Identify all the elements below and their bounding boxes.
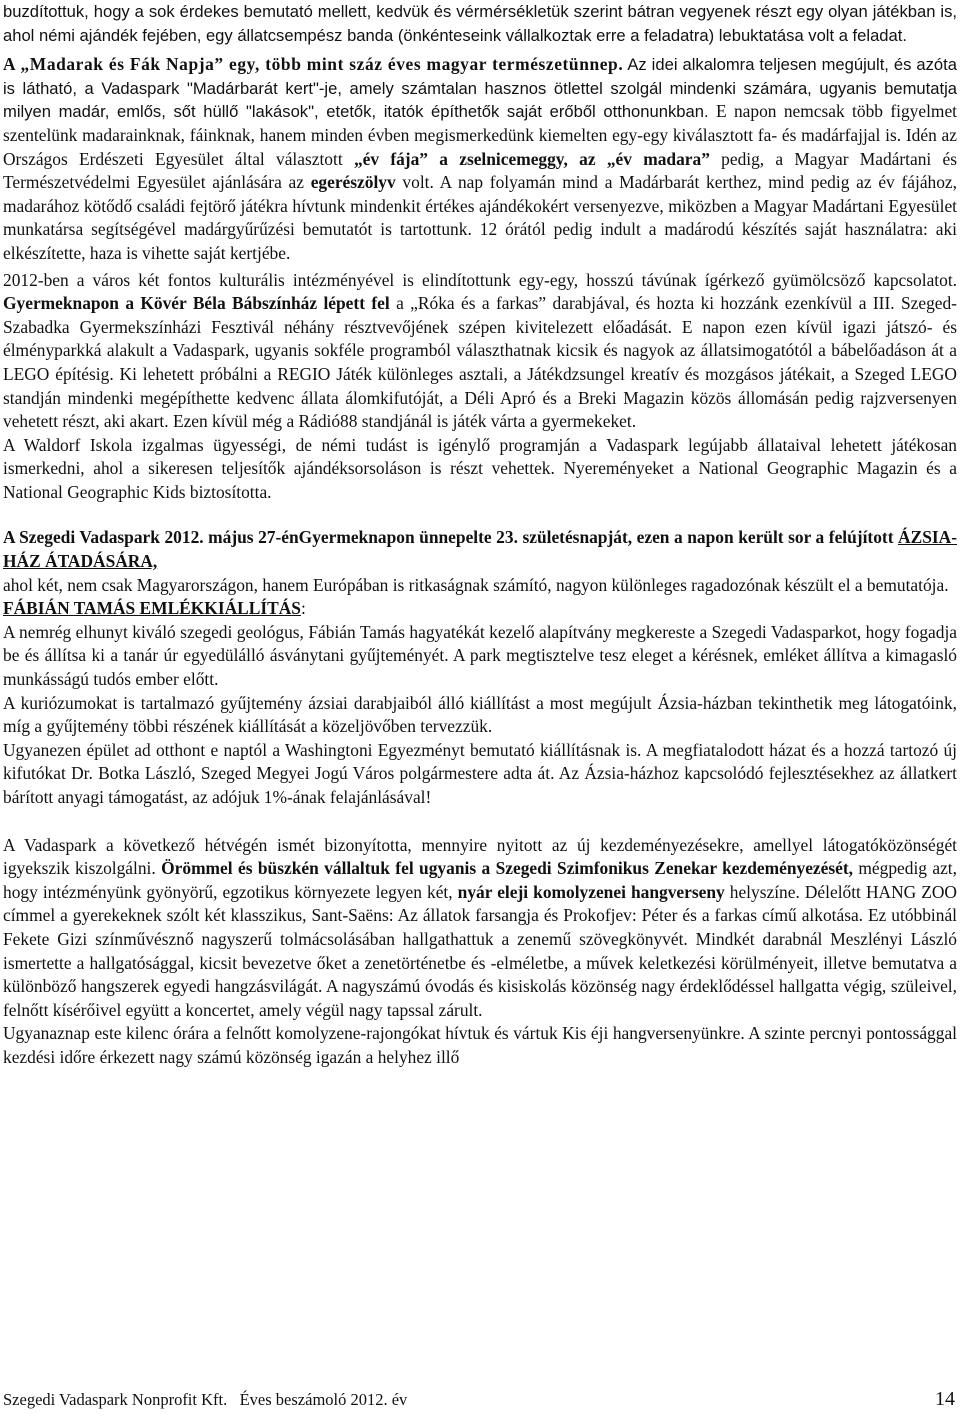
paragraph-fabian-heading (3, 597, 957, 621)
highlight-babszinhaz: Gyermeknapon a Kövér Béla Bábszínház lépett fel (3, 293, 390, 314)
paragraph-text: pedig, a Magyar Madártani és Természetvédelmi Egyesület ajánlására az (3, 148, 957, 193)
section-title-madarak: A „Madarak és Fák Napja” egy, több mint száz éves magyar természetünnep. (3, 54, 624, 75)
highlight-ev-faja: „év fája” a zselnicemeggy, az „év madara” (353, 148, 710, 169)
highlight-szuletesnap: A Szegedi Vadaspark 2012. május 27-énGyermeknapon ünnepelte 23. születésnapját, ezen a napon került sor a felújított (3, 527, 899, 548)
paragraph-text: ahol két, nem csak Magyarországon, hanem Európában is ritkaságnak számító, nagyon különleges ragadozónak készült el a bemutatója. (3, 574, 949, 595)
paragraph-text: A nemrég elhunyt kiváló szegedi geológus, Fábián Tamás hagyatékát kezelő alapítvány megkereste a Szegedi Vadasparkot, hogy fogadja be és állítsa ki a tanár úr egyedülálló ásványtani gyűjteményét. A park megtisztelve tesz eleget a kérésnek, emléket állítva a kimagasló munkásságú tudós ember előtt. (3, 621, 957, 690)
footer-text: Szegedi Vadaspark Nonprofit Kft. Éves beszámoló 2012. év (3, 1390, 408, 1410)
paragraph-fabian-2 (3, 692, 957, 739)
spacer (3, 810, 957, 834)
paragraph-text: a „Róka és a farkas” darabjával, és hozta ki hozzánk ezenkívül a III. Szeged-Szabadka Gyermekszínházi Fesztivál néhány résztvevőjének szépen kivitelezett előadását. E napon ezen kívül igazi játszó- és élményparkká alakult a Vadaspark, ugyanis sokféle programból választhatnak kicsik és nagyok az állatsimogatótól a bábelőadáson át a LEGO építésig. Ki lehetett próbálni a REGIO Játék különleges asztali, a Játékdzsungel kreatív és mozgásos játékait, a Szeged LEGO standján mindenki megépíthette kedvenc állata álomkifutóját, a Déli Apró és a Breki Magazin közös állomásán pedig rajzversenyen vehetett részt, aki akart. Ezen kívül még a Rádió88 standjánál is játék várta a gyermekeket. (3, 293, 957, 432)
highlight-szimfonikus: Örömmel és büszkén vállaltuk fel ugyanis a Szegedi Szimfonikus Zenekar kezdeményezését, (161, 858, 853, 879)
paragraph-text: A Vadaspark a következő hétvégén ismét bizonyította, mennyire nyitott az új kezdeményezésekre, amellyel látogatóközönségét igyekszik kiszolgálni. (3, 834, 957, 879)
heading-colon: : (300, 598, 306, 619)
paragraph-text: 2012-ben a város két fontos kulturális intézményével is elindítottunk egy-egy, hosszú távúnak ígérkező gyümölcsöző kapcsolatot. (3, 269, 957, 290)
paragraph-intro (3, 0, 957, 47)
paragraph-text: Ugyanaznap este kilenc órára a felnőtt komolyzene-rajongókat hívtuk és vártuk Kis éji hangversenyünkre. A szinte percnyi pontossággal kezdési időre érkezett nagy számú közönség igazán a helyhez illő (3, 1023, 957, 1067)
page-number: 14 (935, 1388, 955, 1411)
paragraph-kulturalis (3, 269, 957, 434)
paragraph-text: mégpedig azt, hogy intézményünk gyönyörű, egzotikus környezete legyen két, (3, 858, 957, 902)
paragraph-text: buzdítottuk, hogy a sok érdekes bemutató mellett, kedvük és vérmérsékletük szerint bátran vegyenek részt egy olyan játékban is, ahol némi ajándék fejében, egy állatcsempész banda (önkénteseink vállalkoztak erre a feladatra) lebuktatása volt a feladat. (3, 2, 957, 45)
paragraph-esti-koncert (3, 1022, 957, 1069)
paragraph-text: A Waldorf Iskola izgalmas ügyességi, de némi tudást is igénylő programján a Vadaspark legújabb állataival lehetett játékosan ismerkedni, ahol a sikeresen teljesítők ajándéksorsoláson is részt vehettek. Nyereményeket a National Geographic Magazin és a National Geographic Kids biztosította. (3, 434, 957, 502)
paragraph-text: helyszíne. Délelőtt HANG ZOO címmel a gyerekeknek szólt két klasszikus, Sant-Saëns: Az állatok farsangja és Prokofjev: Péter és a farkas című alkotása. Ez utóbbinál Fekete Gizi színművésznő nagyszerű tolmácsolásában hallgathattuk a zenemű szövegkönyvét. Mindkét darabnál Meszlényi László ismertette a hallgatósággal, kicsit bevezetve őket a zenetörténetbe és -elméletbe, a művek keletkezési körülményeit, illetve bemutatva a különböző hangszerek egyedi hangzásvilágát. A nagyszámú óvodás és kisiskolás közönség nagy érdeklődéssel hallgatta végig, szüleivel, felnőtt kísérőivel együtt a koncertet, amely végül nagy tapssal zárult. (3, 881, 957, 1020)
paragraph-text: Az idei alkalomra teljesen megújult, és azóta is látható, a Vadaspark "Madárbarát kert"-je, amely számtalan hasznos ötlettel szolgál mindenki számára, ugyanis bemutatja milyen madár, emlős, sőt hüllő "lakások", etetők, itatók építhetők saját erőből otthonunkban. (3, 55, 957, 122)
spacer (3, 504, 957, 526)
paragraph-fabian-3 (3, 739, 957, 810)
highlight-azsia-haz: ÁZSIA-HÁZ ÁTADÁSÁRA, (3, 527, 957, 572)
paragraph-text: A kuriózumokat is tartalmazó gyűjtemény ázsiai darabjaiból álló kiállítást a most megújult Ázsia-házban tekinthetik meg látogatóink, míg a gyűjtemény többi részének kiállítását a közeljövőben tervezzük. (3, 692, 957, 737)
highlight-komolyzenei: nyár eleji komolyzenei hangverseny (457, 881, 725, 902)
paragraph-szuletesnap (3, 526, 957, 573)
highlight-egereszolyv: egerészölyv (310, 172, 396, 193)
paragraph-ragadozo (3, 574, 957, 598)
paragraph-madarak-es-fak (3, 53, 957, 265)
paragraph-text: E napon nemcsak több figyelmet szentelünk madarainknak, fáinknak, hanem minden évben megismerkedünk kiemelten egy-egy kiválasztott fa- és madárfajjal is. (3, 101, 957, 145)
section-title-fabian: FÁBIÁN TAMÁS EMLÉKKIÁLLÍTÁS (3, 598, 301, 619)
paragraph-text: Ugyanezen épület ad otthont e naptól a Washingtoni Egyezményt bemutató kiállításnak is. A megfiatalodott házat és a hozzá tartozó új kifutókat Dr. Botka László, Szeged Megyei Jogú Város polgármestere adta át. Az Ázsia-házhoz kapcsolódó fejlesztésekhez az állatkert bárított anyagi támogatást, az adójuk 1%-ának felajánlásával! (3, 739, 957, 807)
paragraph-text: Idén az Országos Erdészeti Egyesület által választott (3, 124, 957, 169)
paragraph-hangverseny (3, 834, 957, 1023)
page-footer (3, 1382, 955, 1412)
paragraph-fabian-1 (3, 621, 957, 692)
paragraph-text: volt. A nap folyamán mind a Madárbarát kerthez, mind pedig az év fájához, madarához kötődő családi fejtörő játékra hívtunk mindenkit értékes ajándékokért versenyezve, miközben a Magyar Madártani Egyesület munkatársa segítségével madárgyűrűzési bemutatót is tartottunk. 12 órától pedig indult a madárodú készítés saját használatra: aki elkészítette, haza is vihette saját kertjébe. (3, 172, 957, 263)
paragraph-waldorf (3, 434, 957, 505)
